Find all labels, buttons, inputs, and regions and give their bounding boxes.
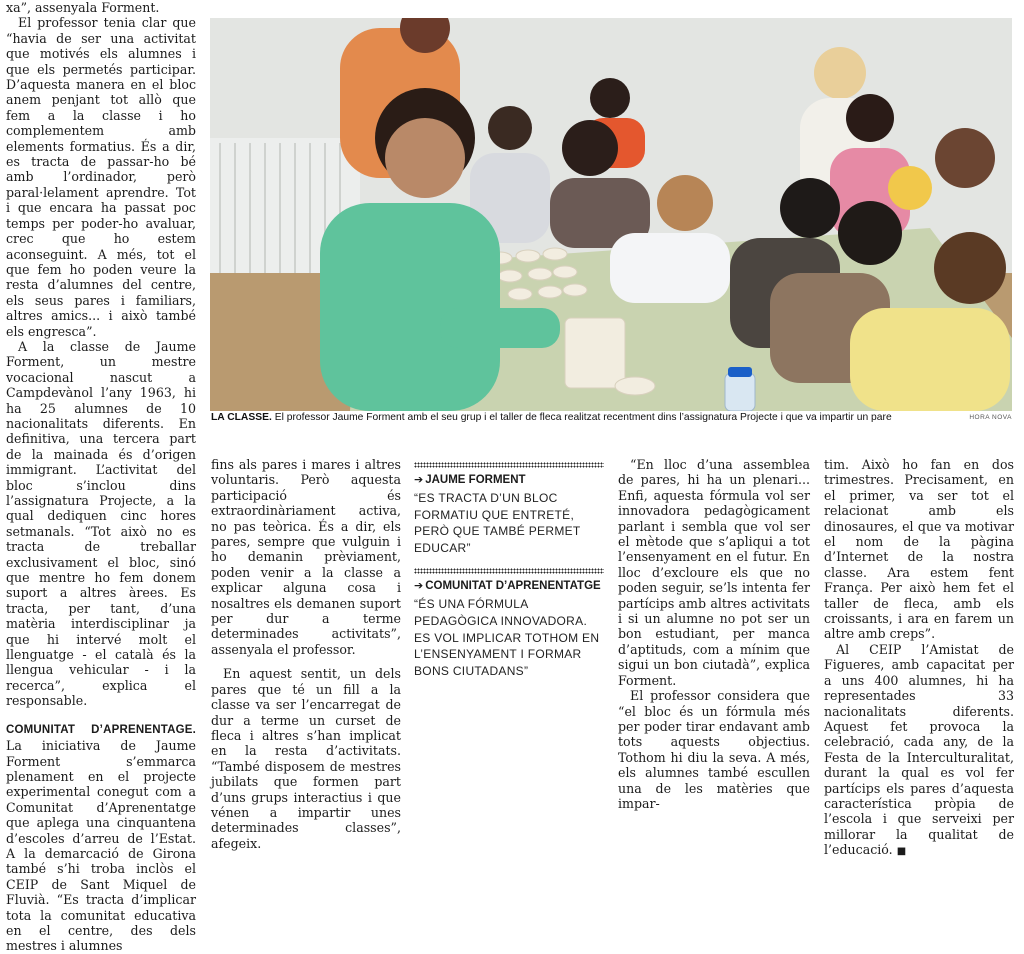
sidebox-title-2-text: COMUNITAT D’APRENENTATGE: [425, 579, 601, 592]
col1-paragraph-4: [6, 721, 196, 954]
caption-text: El professor Jaume Forment amb el seu grup i el taller de fleca realitzat recentment dins l’assignatura Projecte i que va impartir un pare: [271, 412, 892, 423]
col1-paragraph-2: El professor tenia clar que “havia de ser una activitat que motivés els alumnes i que els permetés participar. D’aquesta manera en el bloc anem penjant tot allò que fem a la classe i ho complementem amb elements formatius. És a dir, es tracta de passar-ho bé amb l’ordinador, però paral·lelament aprendre. Tot i que encara ha passat poc temps per poder-ho avaluar, crec que ho estem aconseguint. A més, tot el que fem ho poden veure la resta d’alumnes del centre, els seus pares i familiars, altres amics... i això també els engresca”.: [6, 15, 196, 339]
col5-paragraph-2-text: Al CEIP l’Amistat de Figueres, amb capacitat per a uns 400 alumnes, hi ha representades 33 nacionalitats diferents. Aquest fet provoca la celebració, cada any, de la Festa de la Interculturalitat, durant la qual es vol fer partícips els pares d’aquesta característica pròpia de l’escola i que serveixi per millorar la qualitat de l’educació.: [824, 641, 1014, 858]
classroom-photo: [210, 18, 1012, 411]
col1-paragraph-4-text: La iniciativa de Jaume Forment s’emmarca plenament en el projecte experimental conegut com a Comunitat d’Aprenentatge que aplega una cinquantena d’escoles d’arreu de l’Estat. A la demarcació de Girona també s’hi troba inclòs el CEIP de Sant Miquel de Fluvià. “Es tracta d’implicar tota la comunitat educativa en el centre, des dels mestres i alumnes: [6, 738, 196, 954]
dotted-rule-middle: [414, 568, 604, 574]
quote-sidebox: [414, 462, 606, 679]
caption-lead: LA CLASSE.: [211, 412, 272, 423]
col4-paragraph-1: “En lloc d’una assemblea de pares, hi ha un plenari... Enfi, aquesta fórmula vol ser innovadora pedagògicament parlant i sembla que vol ser el mètode que s’apliqui a tot l’ensenyament en el futur. En lloc d’excloure els que no poden seguir, se’ls intenta fer partícips amb altres activitats i si un alumne no pot ser un bon estudiant, per manca d’aptituds, com a mínim que sigui un bon ciutadà”, explica Forment.: [618, 457, 810, 688]
article-column-2: [211, 457, 401, 851]
article-column-1: [6, 0, 196, 954]
col4-paragraph-2: El professor considera que “el bloc és un fórmula més per poder tirar endavant amb tots aquests objectius. Tothom hi diu la seva. A més, els alumnes també escullen una de les matèries que impar-: [618, 688, 810, 811]
sidebox-title-2: [414, 579, 606, 592]
article-column-4: [618, 457, 810, 811]
arrow-icon: ➔: [414, 580, 424, 593]
dotted-rule-top: [414, 462, 604, 468]
end-mark-icon: ■: [896, 846, 907, 858]
sidebox-quote-2: “ÉS UNA FÓRMULA PEDAGÒGICA INNOVADORA. ES VOL IMPLICAR TOTHOM EN L’ENSENYAMENT I FORMAR BONS CIUTADANS”: [414, 597, 600, 678]
col1-paragraph-3: A la classe de Jaume Forment, un mestre vocacional nascut a Campdevànol l’any 1963, hi ha 25 alumnes de 10 nacionalitats diferents. En definitiva, una tercera part de la mainada és d’origen immigrant. L’activitat del bloc s’inclou dins l’assignatura Projecte, a la qual dediquen cinc hores setmanals. “Tot això no es tracta de treballar exclusivament el bloc, sinó que mentre ho fem donem suport a altres àrees. Es tracta, per tant, d’una matèria interdisciplinar ja que hi intervé molt el llenguatge - el català és la llengua vehicular - i la recerca”, explica el responsable.: [6, 338, 196, 709]
sidebox-title-1: [414, 473, 606, 486]
col5-paragraph-1: tim. Això ho fan en dos trimestres. Precisament, en el primer, va ser tot el relacionat amb els dinosaures, el que va motivar el nom de la pàgina d’Internet de la nostra classe. Ara estem fent França. Per això hem fet el taller de fleca, amb els croissants, i ara en farem un altre amb creps”.: [824, 457, 1014, 642]
classroom-photo-illustration: [210, 18, 1012, 411]
col2-paragraph-1: fins als pares i mares i altres voluntaris. Però aquesta participació és extraordinàriament activa, no pas teòrica. És a dir, els pares, sempre que vulguin i ho demanin prèviament, poden venir a la classe a explicar alguna cosa i nosaltres els demanen suport per dur a terme determinades activitats”, assenyala el professor.: [211, 457, 401, 657]
col2-paragraph-2: En aquest sentit, un dels pares que té un fill a la classe va ser l’encarregat de dur a terme un curset de fleca i altres s’han implicat en la resta d’activitats. “També disposem de mestres jubilats que formen part d’uns grups interactius i que vénen a impartir unes determinades classes”, afegeix.: [211, 666, 401, 851]
photo-credit: HORA NOVA: [969, 414, 1012, 421]
col5-paragraph-2: [824, 642, 1014, 860]
section-head-comunitat: COMUNITAT D’APRENENTAGE.: [6, 723, 196, 736]
sidebox-title-1-text: JAUME FORMENT: [425, 473, 526, 486]
sidebox-quote-1: “ES TRACTA D’UN BLOC FORMATIU QUE ENTRETÉ, PERÒ QUE TAMBÉ PERMET EDUCAR”: [414, 491, 581, 555]
photo-caption: [211, 412, 971, 423]
col1-paragraph-1: xa”, assenyala Forment.: [6, 0, 160, 15]
arrow-icon: ➔: [414, 474, 424, 486]
article-column-5: [824, 457, 1014, 860]
